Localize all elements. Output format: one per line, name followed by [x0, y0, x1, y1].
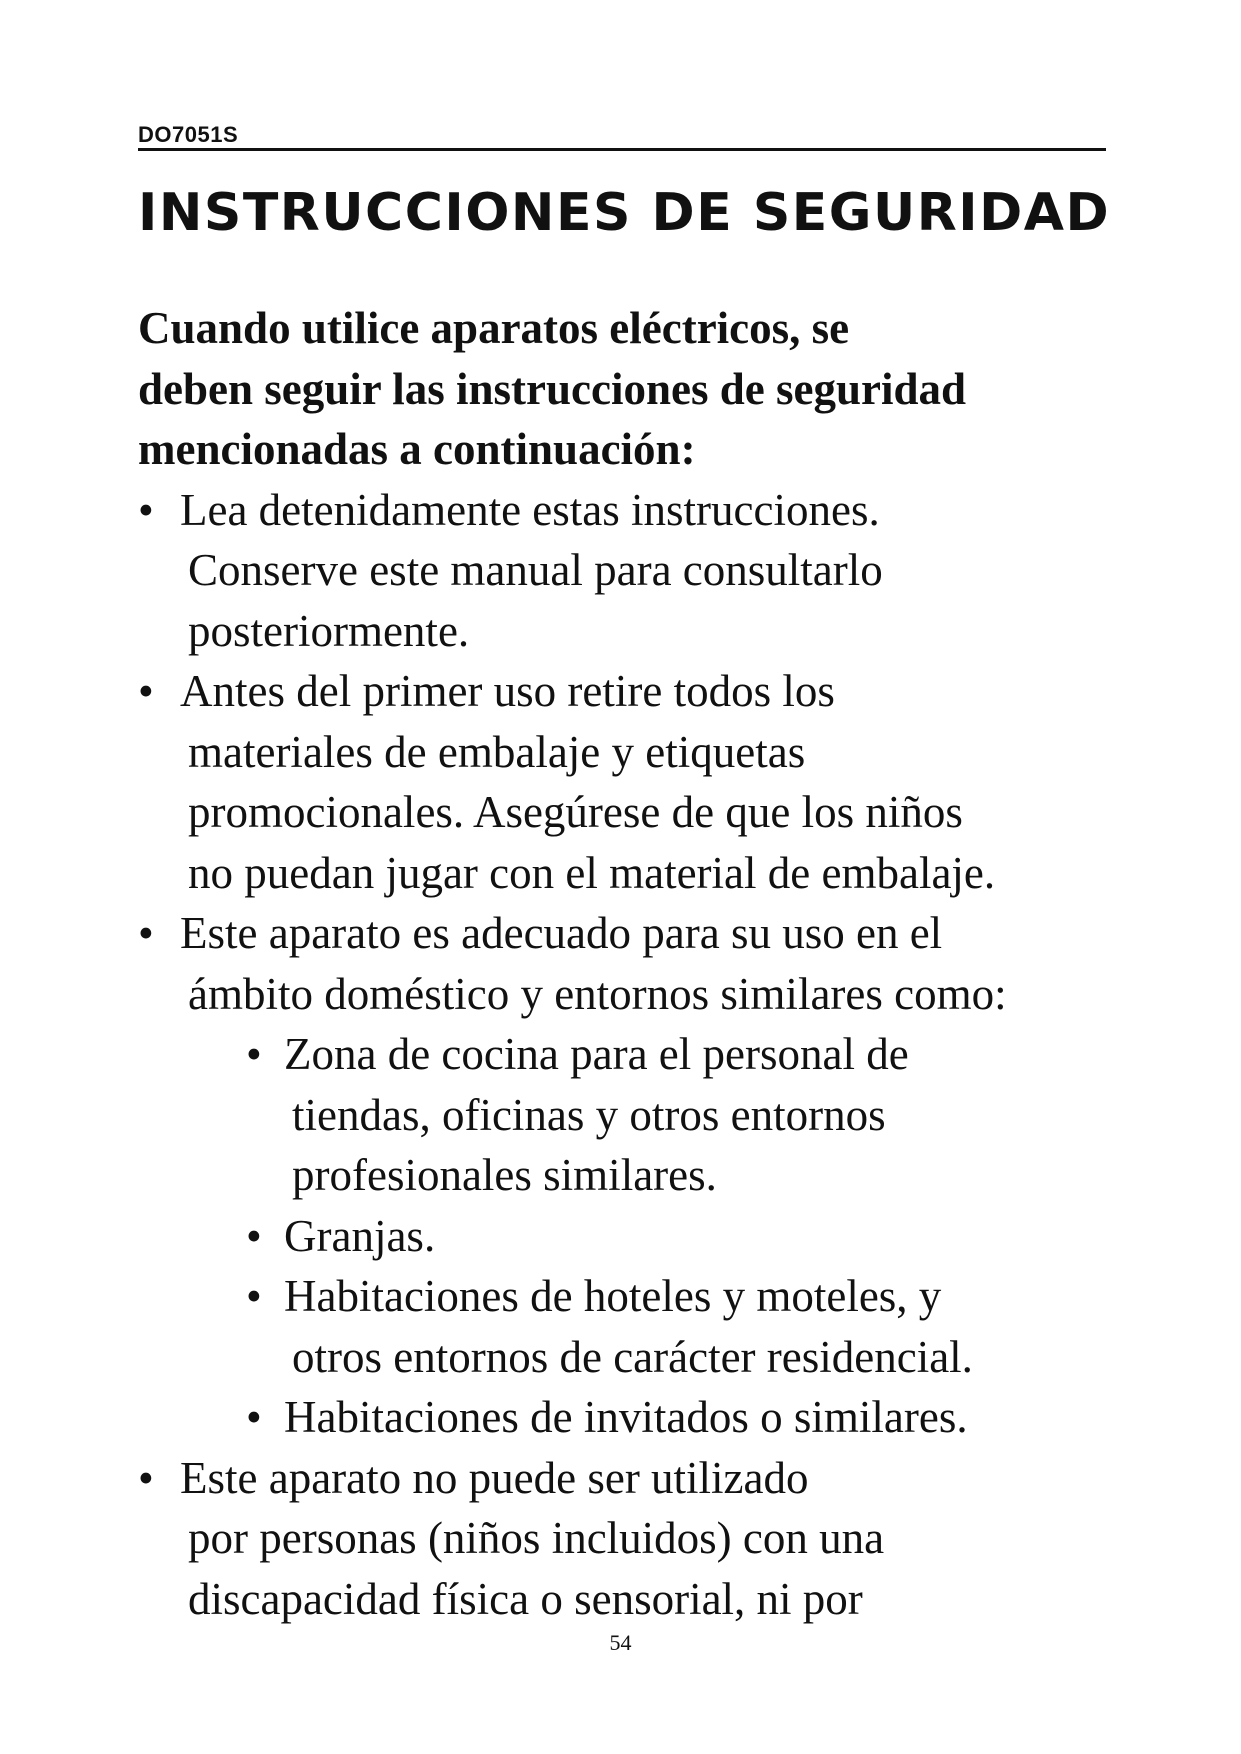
bullet-line: Este aparato no puede ser utilizado	[180, 1452, 809, 1503]
bullet-icon: •	[138, 1452, 154, 1503]
intro-line: deben seguir las instrucciones de seguridad	[138, 363, 966, 414]
bullet-item	[138, 480, 1118, 662]
bullet-line: no puedan jugar con el material de embalaje.	[188, 847, 996, 898]
bullet-line: Lea detenidamente estas instrucciones.	[180, 484, 880, 535]
bullet-line: discapacidad física o sensorial, ni por	[188, 1573, 863, 1624]
bullet-icon: •	[246, 1210, 262, 1261]
safety-instructions-body	[138, 298, 1118, 1629]
bullet-line: Antes del primer uso retire todos los	[180, 666, 835, 716]
bullet-line: materiales de embalaje y etiquetas	[188, 726, 806, 777]
header-divider	[138, 148, 1106, 151]
bullet-icon: •	[246, 1392, 262, 1442]
bullet-icon: •	[138, 484, 154, 535]
bullet-line: ámbito doméstico y entornos similares como:	[188, 968, 1007, 1019]
bullet-icon: •	[138, 908, 154, 958]
sub-bullet-item	[246, 1024, 1118, 1206]
sub-bullet-line: Habitaciones de hoteles y moteles, y	[284, 1271, 942, 1321]
bullet-line: por personas (niños incluidos) con una	[188, 1513, 885, 1563]
section-title: INSTRUCCIONES DE SEGURIDAD	[138, 183, 1111, 243]
bullet-line: posteriormente.	[188, 605, 470, 656]
intro-line: mencionadas a continuación:	[138, 424, 696, 474]
bullet-item	[138, 661, 1118, 903]
sub-bullet-line: Zona de cocina para el personal de	[284, 1029, 909, 1079]
intro-paragraph	[138, 298, 1118, 480]
sub-bullet-item	[246, 1206, 1118, 1267]
bullet-line: Este aparato es adecuado para su uso en el	[180, 908, 943, 958]
bullet-line: promocionales. Asegúrese de que los niños	[188, 787, 963, 837]
sub-bullet-item	[246, 1266, 1118, 1387]
intro-line: Cuando utilice aparatos eléctricos, se	[138, 303, 850, 353]
bullet-line: Conserve este manual para consultarlo	[188, 545, 883, 595]
bullet-item	[138, 1448, 1118, 1630]
bullet-icon: •	[246, 1271, 262, 1321]
bullet-item	[138, 903, 1118, 1024]
sub-bullet-line: Granjas.	[284, 1210, 436, 1261]
bullet-icon: •	[246, 1029, 262, 1079]
sub-bullet-item	[246, 1387, 1118, 1448]
sub-bullet-line: profesionales similares.	[292, 1150, 717, 1200]
bullet-icon: •	[138, 666, 154, 716]
sub-bullet-line: Habitaciones de invitados o similares.	[284, 1392, 968, 1442]
model-code: DO7051S	[138, 122, 239, 147]
sub-bullet-line: tiendas, oficinas y otros entornos	[292, 1089, 886, 1140]
sub-bullet-line: otros entornos de carácter residencial.	[292, 1331, 973, 1382]
page-number: 54	[609, 1630, 632, 1655]
